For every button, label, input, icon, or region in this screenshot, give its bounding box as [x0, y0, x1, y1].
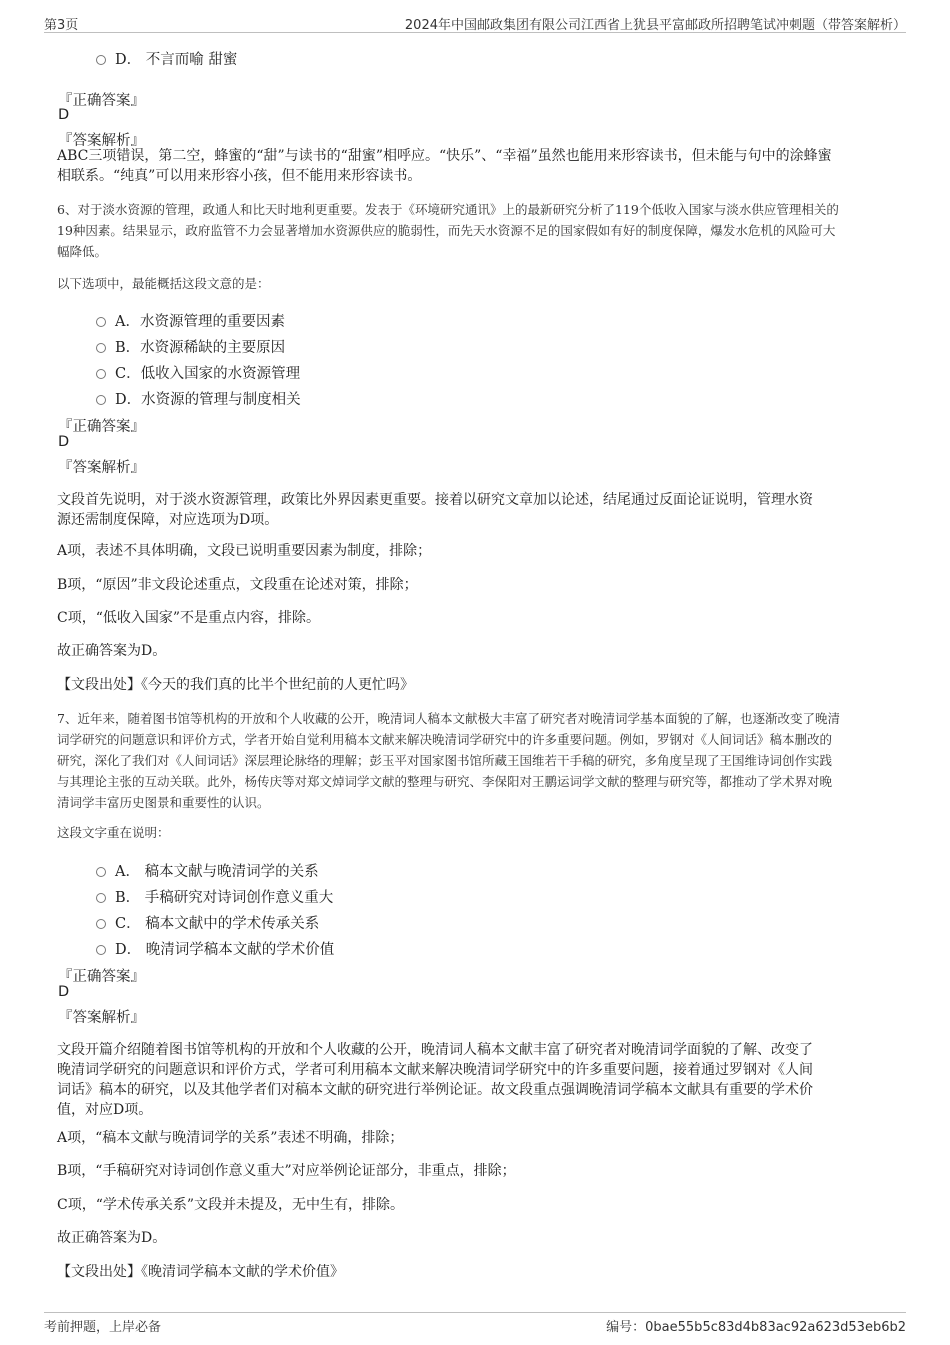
q6-option-a[interactable]: A．水资源管理的重要因素	[96, 310, 285, 331]
q5-answer: D	[58, 107, 70, 123]
q6-option-c[interactable]: C．低收入国家的水资源管理	[96, 362, 300, 383]
q7-prompt: 这段文字重在说明：	[57, 825, 170, 840]
q7-analysis-label: 『答案解析』	[58, 1010, 145, 1026]
q6-option-d[interactable]: D．水资源的管理与制度相关	[96, 388, 301, 409]
radio-icon[interactable]	[96, 55, 106, 65]
page-number: 第3页	[44, 18, 79, 33]
q7-answer: D	[58, 984, 70, 1000]
q6-prompt: 以下选项中，最能概括这段文意的是：	[57, 276, 270, 291]
q7-option-a[interactable]: A． 稿本文献与晚清词学的关系	[96, 860, 319, 881]
q7-stem: 7、近年来，随着图书馆等机构的开放和个人收藏的公开，晚清词人稿本文献极大丰富了研究者对晚清词学基本面貌的了解，也逐渐改变了晚清 词学研究的问题意识和评价方式，学者开始自觉利用稿本文献来解决晚清词学研究中的许多重要问题。例如，罗钢对《人间词话》稿本删改的 研究，深化了我们对《人间词话》深层理论脉络的理解；彭玉平对国家图书馆所藏王国维若干手稿的研究，多角度呈现了王国维诗词创作实践 与其理论主张的互动关联。此外，杨传庆等对郑文焯词学文献的整理与研究、李保阳对王鹏运词学文献的整理与研究等，都推动了学术界对晚 清词学丰富历史图景和重要性的认识。	[57, 711, 840, 810]
q6-analysis-b: B项，“原因”非文段论述重点，文段重在论述对策，排除；	[57, 577, 418, 593]
q5-analysis: ABC三项错误，第二空，蜂蜜的“甜”与读书的“甜蜜”相呼应。“快乐”、“幸福”虽然也能用来形容读书，但未能与句中的涂蜂蜜 相联系。“纯真”可以用来形容小孩，但不能用来形容读书。	[57, 148, 832, 184]
page-footer	[44, 1312, 906, 1335]
q5-analysis-label: 『答案解析』	[58, 133, 145, 149]
radio-icon[interactable]	[96, 867, 106, 877]
q7-source: 【文段出处】《晚清词学稿本文献的学术价值》	[57, 1264, 344, 1280]
radio-icon[interactable]	[96, 919, 106, 929]
q6-option-b[interactable]: B．水资源稀缺的主要原因	[96, 336, 285, 357]
q7-analysis-b: B项，“手稿研究对诗词创作意义重大”对应举例论证部分，非重点，排除；	[57, 1163, 516, 1179]
q6-source: 【文段出处】《今天的我们真的比半个世纪前的人更忙吗》	[57, 677, 414, 693]
q6-analysis-c: C项，“低收入国家”不是重点内容，排除。	[57, 610, 321, 626]
q7-answer-label: 『正确答案』	[58, 969, 145, 985]
footer-slogan: 考前押题，上岸必备	[44, 1320, 162, 1335]
document-id: 编号：0bae55b5c83d4b83ac92a623d53eb6b2	[606, 1320, 906, 1335]
radio-icon[interactable]	[96, 893, 106, 903]
q7-option-b[interactable]: B． 手稿研究对诗词创作意义重大	[96, 886, 333, 907]
q7-option-d[interactable]: D． 晚清词学稿本文献的学术价值	[96, 938, 334, 959]
q6-answer-label: 『正确答案』	[58, 419, 145, 435]
q7-analysis-c: C项，“学术传承关系”文段并未提及，无中生有，排除。	[57, 1197, 405, 1213]
q6-stem: 6、对于淡水资源的管理，政通人和比天时地利更重要。发表于《环境研究通讯》上的最新研究分析了119个低收入国家与淡水供应管理相关的 19种因素。结果显示，政府监管不力会显著增加水资源供应的脆弱性，而先天水资源不足的国家假如有好的制度保障，爆发水危机的风险可大 幅降低。	[57, 202, 839, 259]
radio-icon[interactable]	[96, 369, 106, 379]
q5-answer-label: 『正确答案』	[58, 93, 145, 109]
q7-option-c[interactable]: C． 稿本文献中的学术传承关系	[96, 912, 319, 933]
q6-answer: D	[58, 434, 70, 450]
q6-analysis-main: 文段首先说明，对于淡水资源管理，政策比外界因素更重要。接着以研究文章加以论述，结尾通过反面论证说明，管理水资 源还需制度保障，对应选项为D项。	[57, 492, 813, 528]
q7-analysis-main: 文段开篇介绍随着图书馆等机构的开放和个人收藏的公开，晚清词人稿本文献丰富了研究者对晚清词学面貌的了解、改变了 晚清词学研究的问题意识和评价方式，学者可利用稿本文献来解决晚清词学研究中的许多重要问题，接着通过罗钢对《人间 词话》稿本的研究，以及其他学者们对稿本文献的研究进行举例论证。故文段重点强调晚清词学稿本文献具有重要的学术价 值，对应D项。	[57, 1042, 813, 1118]
q6-conclusion: 故正确答案为D。	[57, 643, 167, 659]
document-title: 2024年中国邮政集团有限公司江西省上犹县平富邮政所招聘笔试冲刺题（带答案解析）	[404, 18, 906, 33]
page-header	[44, 12, 906, 33]
q7-conclusion: 故正确答案为D。	[57, 1230, 167, 1246]
radio-icon[interactable]	[96, 945, 106, 955]
q5-option-d[interactable]: D． 不言而喻 甜蜜	[96, 48, 237, 69]
q7-analysis-a: A项，“稿本文献与晚清词学的关系”表述不明确，排除；	[57, 1130, 404, 1146]
radio-icon[interactable]	[96, 343, 106, 353]
q6-analysis-a: A项，表述不具体明确，文段已说明重要因素为制度，排除；	[57, 543, 432, 559]
radio-icon[interactable]	[96, 395, 106, 405]
radio-icon[interactable]	[96, 317, 106, 327]
q6-analysis-label: 『答案解析』	[58, 460, 145, 476]
